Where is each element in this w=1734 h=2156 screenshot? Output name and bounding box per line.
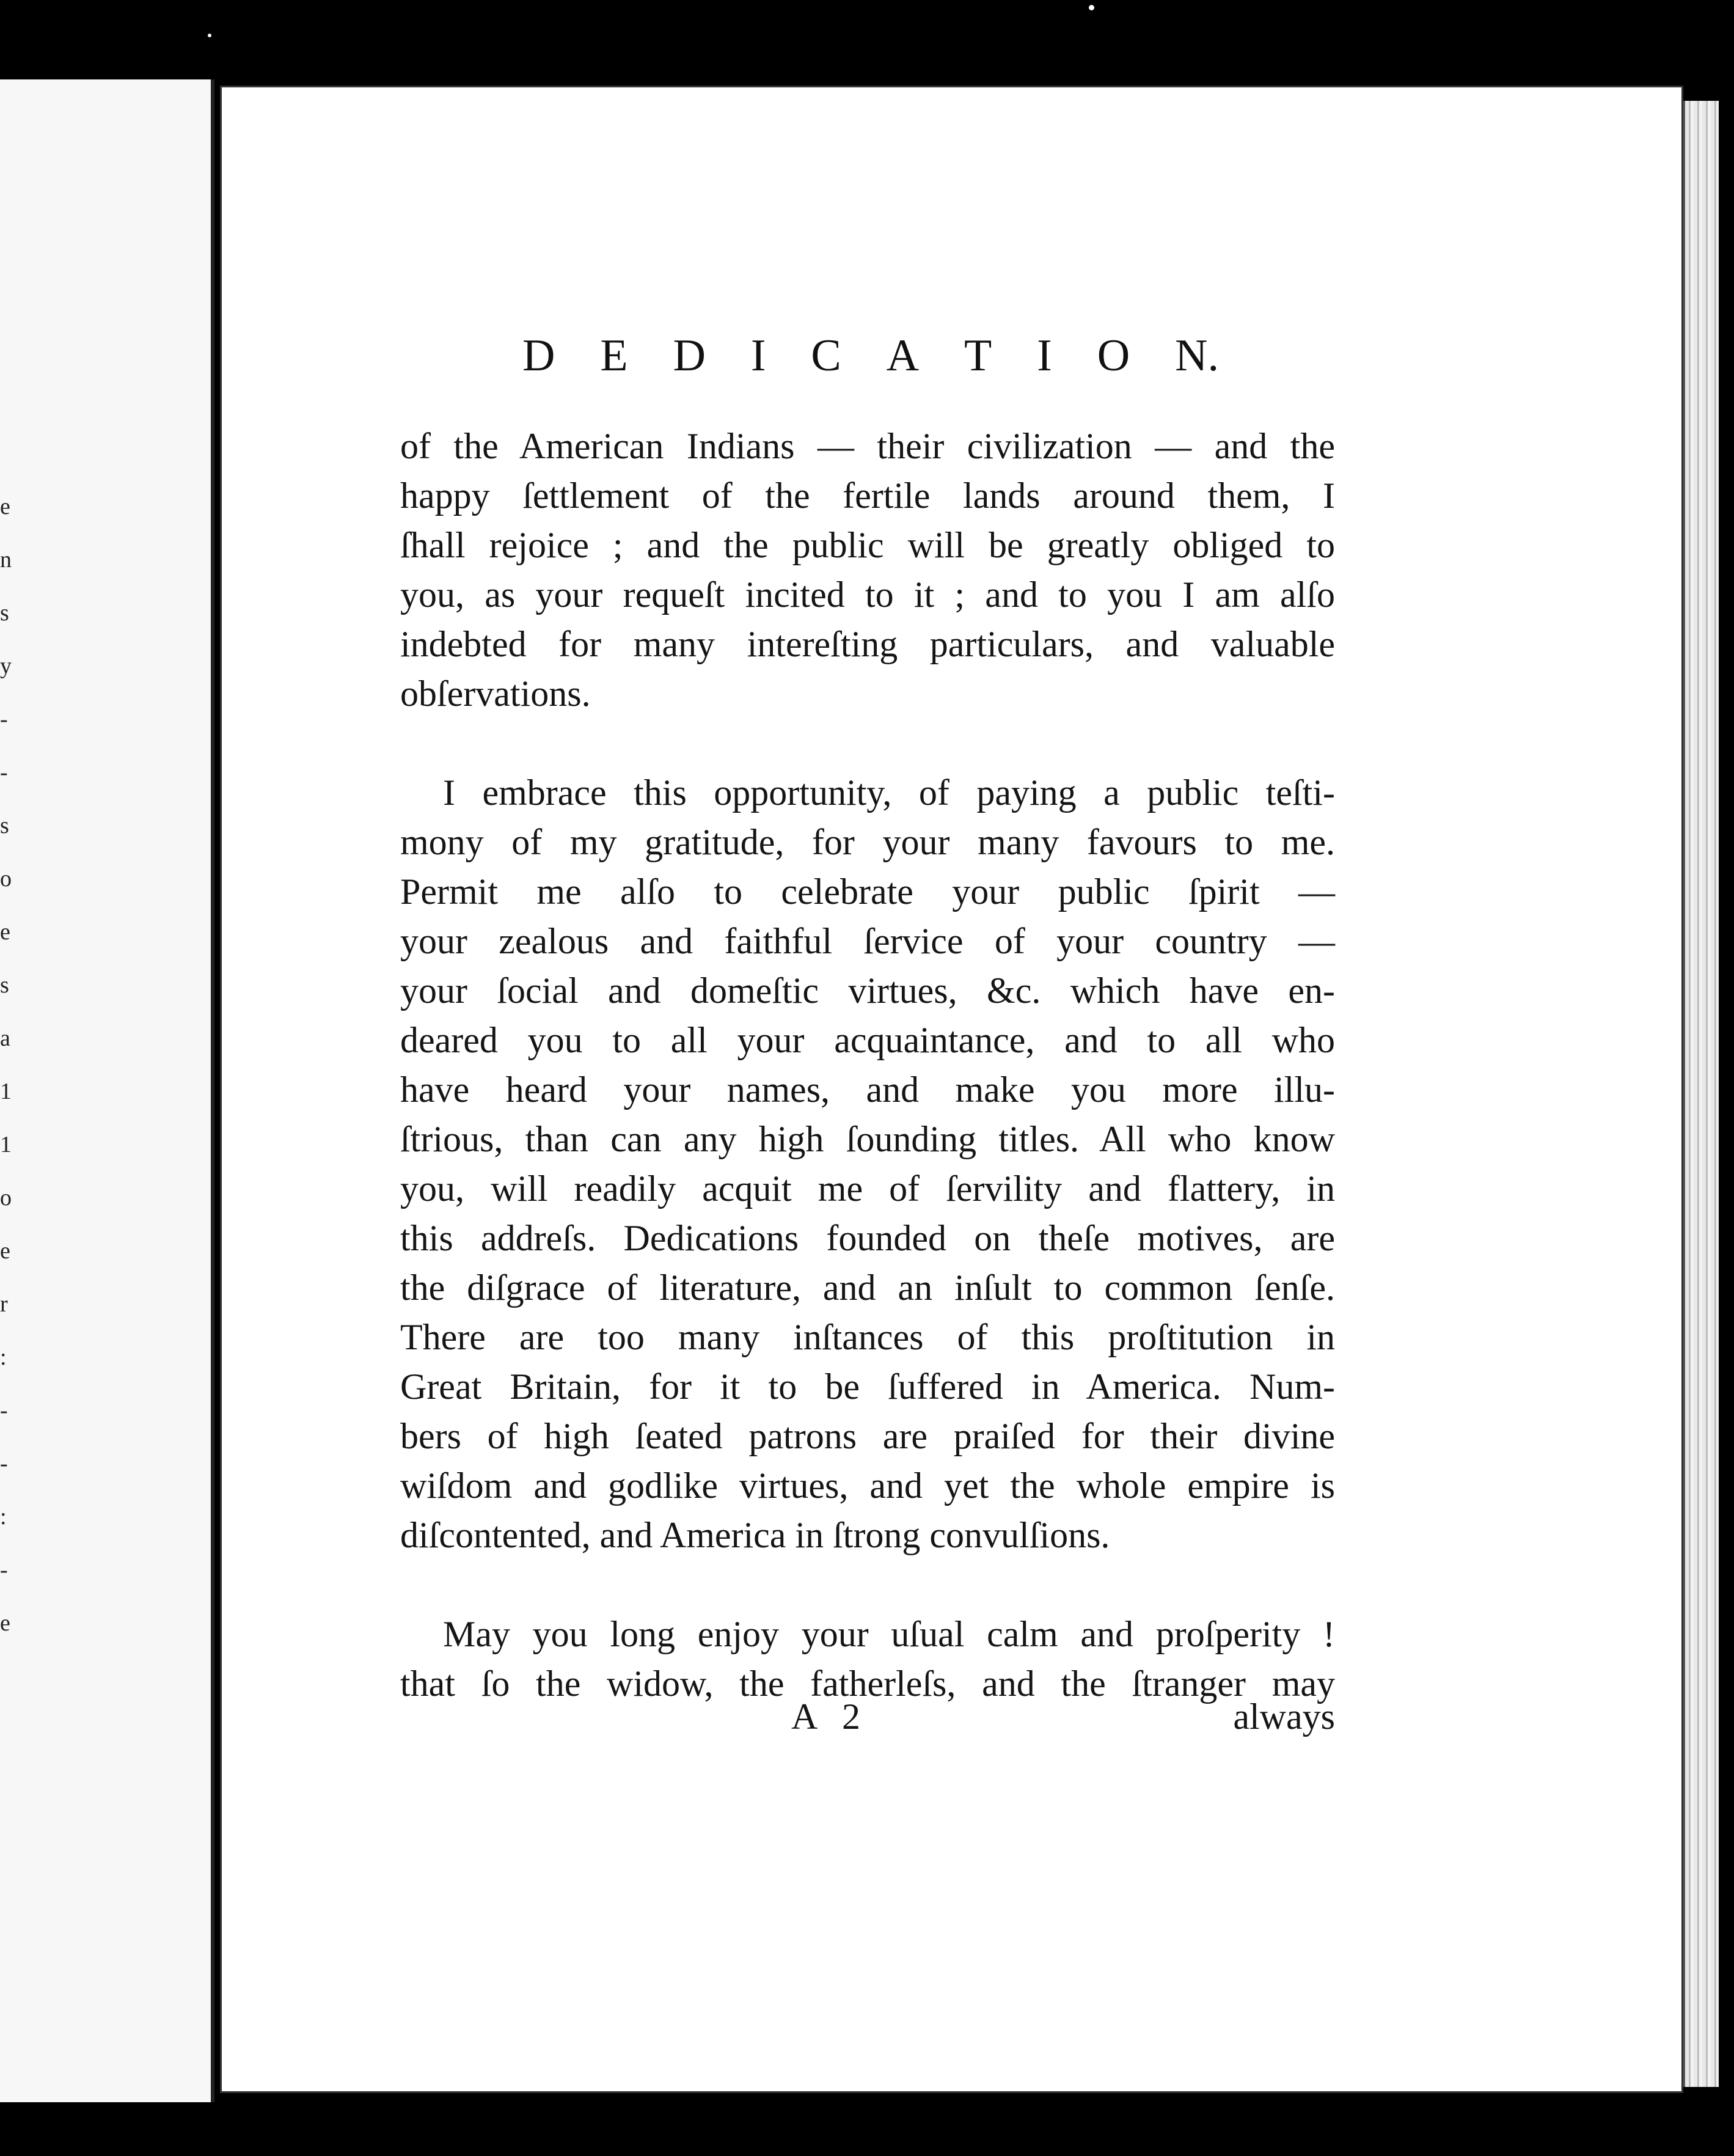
catchword: always (1233, 1696, 1335, 1737)
paragraph-gap (400, 1560, 1335, 1610)
left-page-glyph: e (0, 494, 10, 519)
text-line: ſtrious, than can any high ſounding titles. All who know (400, 1119, 1335, 1159)
header-letter: O (1097, 331, 1130, 381)
speck (208, 34, 211, 37)
header-letter: A (886, 331, 920, 381)
text-line: of the American Indians — their civilization — and the (400, 426, 1335, 466)
paragraph-gap (400, 719, 1335, 768)
header-letter: C (811, 331, 841, 381)
text-line: There are too many inſtances of this proſtitution in (400, 1317, 1335, 1357)
left-page-glyph: 1 (0, 1132, 12, 1157)
left-page-glyph: e (0, 1238, 10, 1264)
text-line: have heard your names, and make you more illu- (400, 1069, 1335, 1110)
left-page-glyph: r (0, 1291, 8, 1317)
text-line: mony of my gratitude, for your many favours to me. (400, 822, 1335, 862)
text-line: ſhall rejoice ; and the public will be greatly obliged to (400, 525, 1335, 565)
left-page-glyph: n (0, 547, 12, 573)
left-page-glyph: a (0, 1025, 10, 1051)
speck (1089, 5, 1094, 10)
header-letter: N. (1175, 331, 1219, 381)
paragraph (400, 422, 1335, 719)
left-page-glyph: : (0, 1344, 7, 1370)
text-line: bers of high ſeated patrons are praiſed for their divine (400, 1416, 1335, 1456)
text-line: this addreſs. Dedications founded on theſe motives, are (400, 1218, 1335, 1258)
header-letter: I (1037, 331, 1052, 381)
left-page-glyph: - (0, 706, 8, 732)
left-page-glyph: o (0, 866, 12, 892)
left-page-glyph: 1 (0, 1079, 12, 1104)
header-letter: D (522, 331, 555, 381)
text-line: obſervations. (400, 673, 591, 714)
left-page-glyph: s (0, 972, 9, 998)
paragraph (400, 1610, 1335, 1709)
text-line: you, as your requeſt incited to it ; and to you I am alſo (400, 574, 1335, 615)
text-line: deared you to all your acquaintance, and to all who (400, 1020, 1335, 1060)
text-line: you, will readily acquit me of ſervility and flattery, in (400, 1168, 1335, 1209)
text-line: wiſdom and godlike virtues, and yet the whole empire is (400, 1465, 1335, 1506)
left-page-glyph: - (0, 760, 8, 785)
left-page-glyph: - (0, 1451, 8, 1476)
signature-mark: A 2 (791, 1696, 869, 1737)
text-line: Great Britain, for it to be ſuffered in America. Num- (400, 1366, 1335, 1407)
left-facing-page (0, 79, 214, 2102)
left-page-glyph: - (0, 1557, 8, 1583)
header-letter: E (600, 331, 628, 381)
text-line: happy ſettlement of the fertile lands around them, I (400, 475, 1335, 516)
header-letter: D (673, 331, 706, 381)
header-letter: T (964, 331, 992, 381)
page-header-dedication (522, 330, 1219, 382)
page-fore-edge (1683, 101, 1719, 2087)
text-line: that ſo the widow, the fatherleſs, and the ſtranger may (400, 1663, 1335, 1704)
left-page-glyph: s (0, 600, 9, 626)
text-line: May you long enjoy your uſual calm and proſperity ! (443, 1614, 1335, 1654)
left-page-glyph: - (0, 1398, 8, 1423)
left-page-glyph: y (0, 653, 12, 679)
left-page-glyph: s (0, 813, 9, 838)
paragraph (400, 768, 1335, 1560)
left-page-glyph: e (0, 919, 10, 945)
text-line: Permit me alſo to celebrate your public ſpirit — (400, 871, 1335, 912)
left-page-glyph: o (0, 1185, 12, 1211)
header-letter: I (750, 331, 766, 381)
text-line: diſcontented, and America in ſtrong convulſions. (400, 1515, 1110, 1555)
text-line: I embrace this opportunity, of paying a public teſti- (443, 772, 1335, 813)
text-line: your ſocial and domeſtic virtues, &c. which have en- (400, 970, 1335, 1011)
text-line: the diſgrace of literature, and an inſult to common ſenſe. (400, 1267, 1335, 1308)
dedication-body (400, 422, 1335, 1709)
left-page-glyph: e (0, 1610, 10, 1636)
text-line: indebted for many intereſting particulars, and valuable (400, 624, 1335, 664)
left-page-glyph: : (0, 1504, 7, 1530)
text-line: your zealous and faithful ſervice of your country — (400, 921, 1335, 961)
